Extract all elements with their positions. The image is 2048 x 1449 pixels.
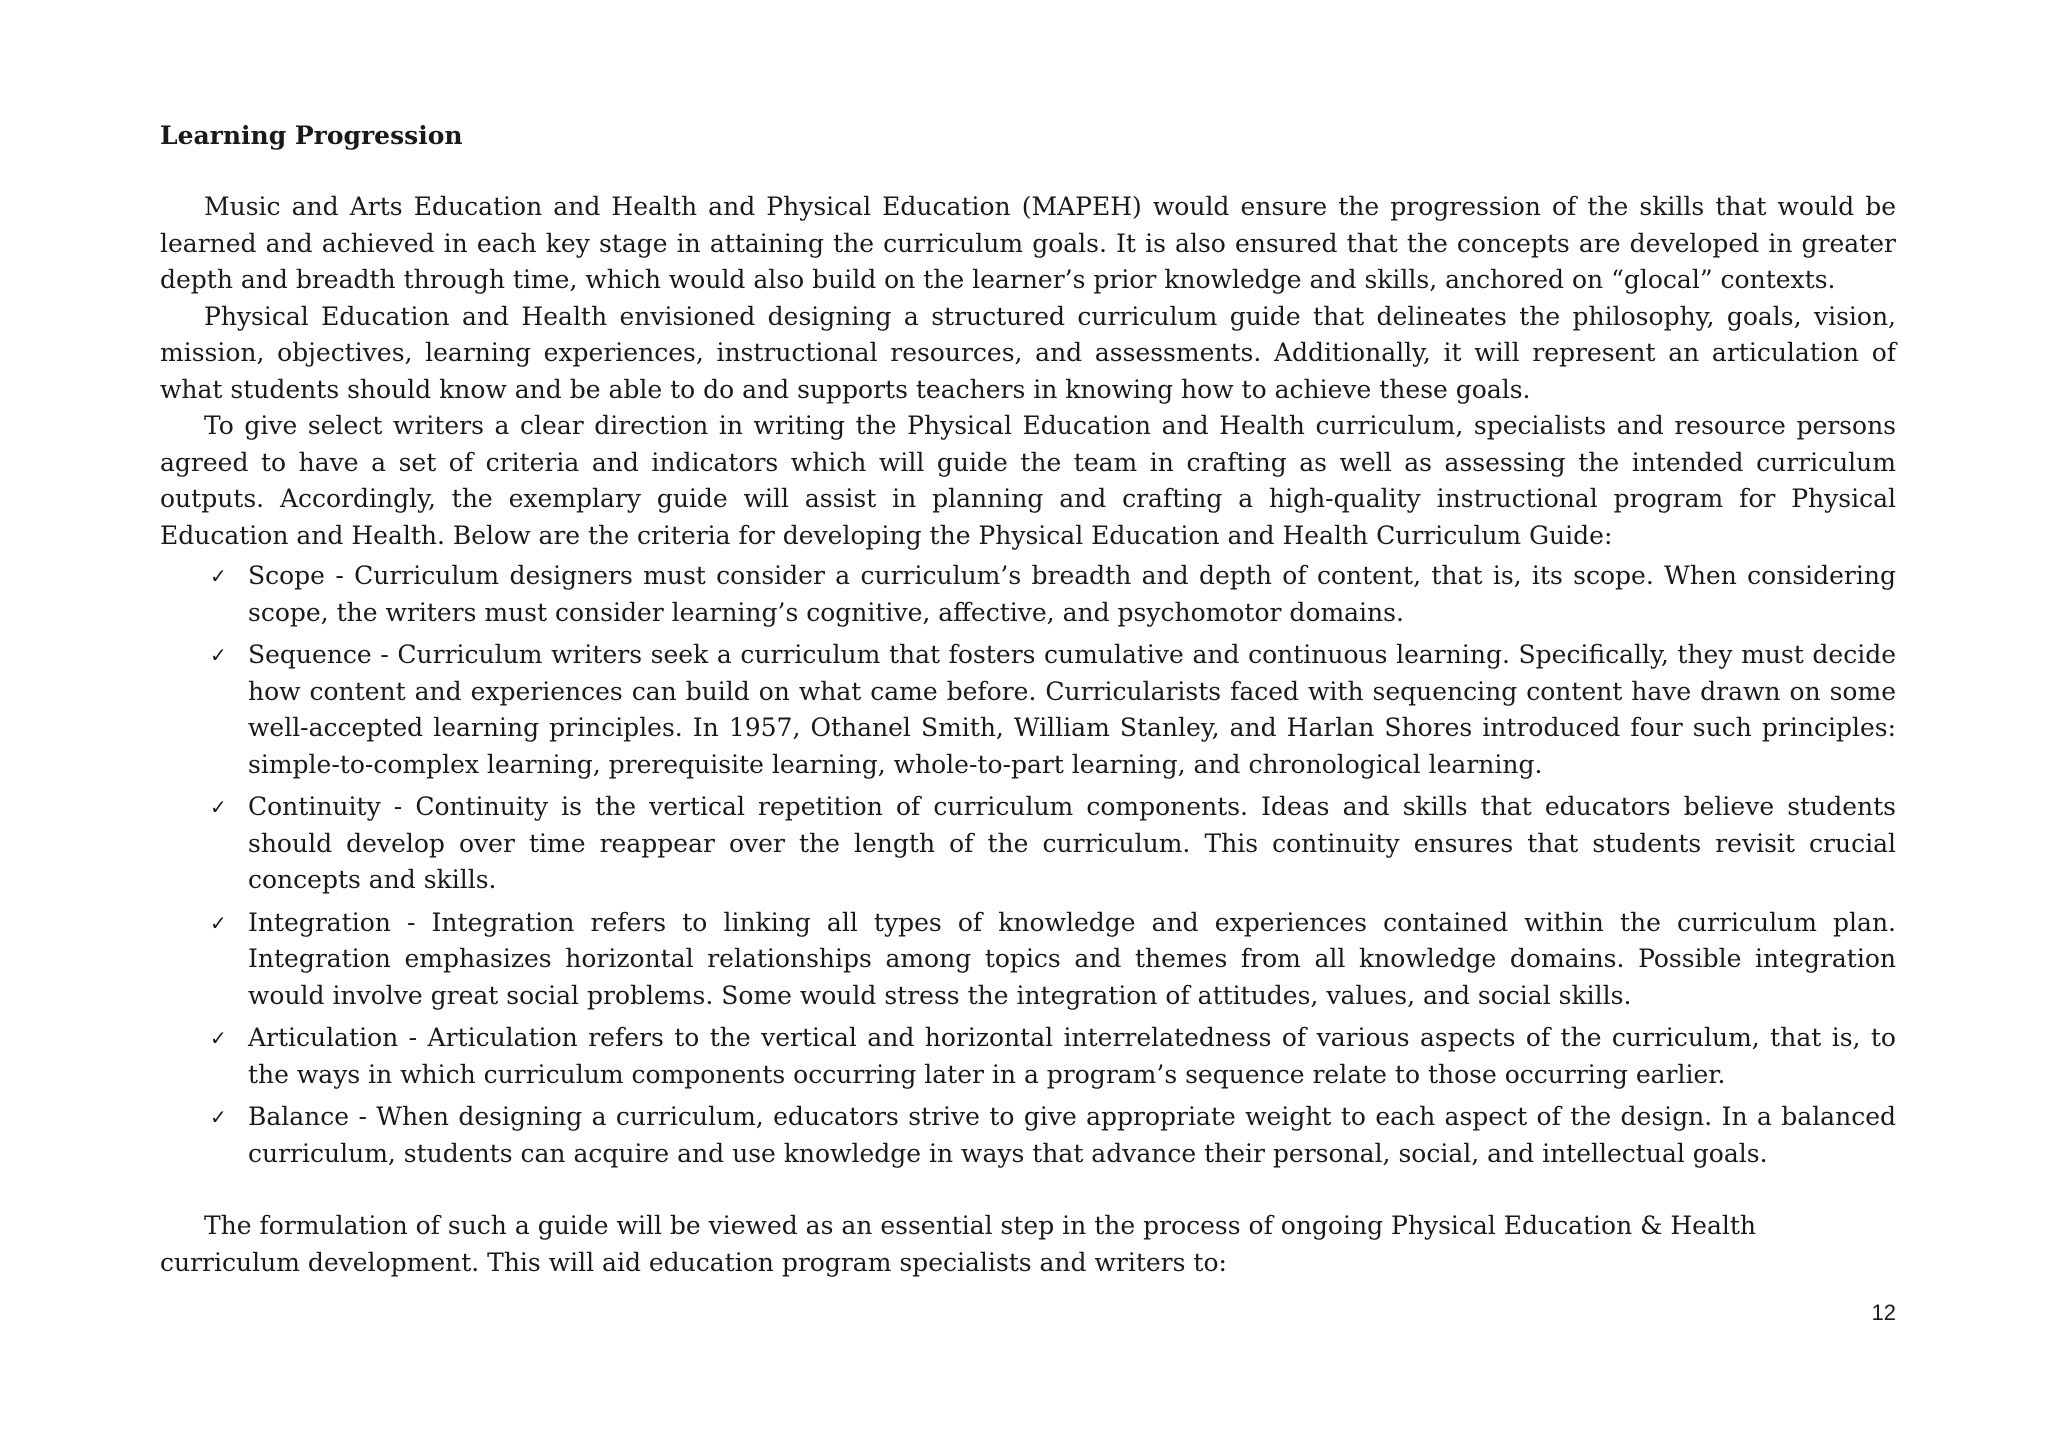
check-icon: ✓ bbox=[210, 564, 227, 588]
paragraph-curriculum-guide: Physical Education and Health envisioned designing a structured curriculum guide that delineates the philosophy, goals, vision, mission, objectives, learning experiences, instructional resources, and assessments. Additionally, it will represent an articulation of what students should know and be able to do and supports teachers in knowing how to achieve these goals. bbox=[160, 301, 1896, 404]
paragraph-criteria-intro: To give select writers a clear direction in writing the Physical Education and Health curriculum, specialists and resource persons agreed to have a set of criteria and indicators which will guide the team in crafting as well as assessing the intended curriculum outputs. Accordingly, the exemplary guide will assist in planning and crafting a high-quality instructional program for Physical Education and Health. Below are the criteria for developing the Physical Education and Health Curriculum Guide: bbox=[160, 411, 1896, 550]
criteria-item-integration bbox=[160, 905, 1896, 1015]
criteria-text: Continuity - Continuity is the vertical repetition of curriculum components. Ideas and skills that educators believe students should develop over time reappear over the length of the curriculum. This continuity ensures that students revisit crucial concepts and skills. bbox=[248, 792, 1896, 894]
check-icon: ✓ bbox=[210, 1026, 227, 1050]
page-number: 12 bbox=[1871, 1300, 1896, 1325]
paragraph-mapeh-progression: Music and Arts Education and Health and Physical Education (MAPEH) would ensure the progression of the skills that would be learned and achieved in each key stage in attaining the curriculum goals. It is also ensured that the concepts are developed in greater depth and breadth through time, which would also build on the learner’s prior knowledge and skills, anchored on “glocal” contexts. bbox=[160, 192, 1896, 294]
criteria-text: Integration - Integration refers to linking all types of knowledge and experiences contained within the curriculum plan. Integration emphasizes horizontal relationships among topics and themes from all knowledge domains. Possible integration would involve great social problems. Some would stress the integration of attitudes, values, and social skills. bbox=[248, 907, 1896, 1010]
check-icon: ✓ bbox=[210, 1105, 227, 1129]
check-icon: ✓ bbox=[210, 643, 227, 667]
criteria-text: Balance - When designing a curriculum, educators strive to give appropriate weight to each aspect of the design. In a balanced curriculum, students can acquire and use knowledge in ways that advance their personal, social, and intellectual goals. bbox=[248, 1102, 1896, 1168]
criteria-text: Articulation - Articulation refers to the vertical and horizontal interrelatedness of various aspects of the curriculum, that is, to the ways in which curriculum components occurring later in a program’s sequence relate to those occurring earlier. bbox=[248, 1023, 1896, 1089]
paragraph-closing: The formulation of such a guide will be viewed as an essential step in the process of ongoing Physical Education & Health curriculum development. This will aid education program specialists and writers to: bbox=[160, 1211, 1756, 1277]
criteria-item-continuity bbox=[160, 789, 1896, 899]
check-icon: ✓ bbox=[210, 795, 227, 819]
criteria-item-balance bbox=[160, 1099, 1896, 1172]
criteria-item-articulation bbox=[160, 1020, 1896, 1093]
section-heading: Learning Progression bbox=[160, 121, 463, 150]
criteria-text: Scope - Curriculum designers must consider a curriculum’s breadth and depth of content, that is, its scope. When considering scope, the writers must consider learning’s cognitive, affective, and psychomotor domains. bbox=[248, 561, 1896, 627]
document-page bbox=[160, 118, 1896, 1281]
criteria-item-scope bbox=[160, 558, 1896, 631]
check-icon: ✓ bbox=[210, 910, 227, 935]
criteria-text: Sequence - Curriculum writers seek a curriculum that fosters cumulative and continuous learning. Specifically, they must decide how content and experiences can build on what came before. Curricularists faced with sequencing content have drawn on some well-accepted learning principles. In 1957, Othanel Smith, William Stanley, and Harlan Shores introduced four such principles: simple-to-complex learning, prerequisite learning, whole-to-part learning, and chronological learning. bbox=[248, 640, 1896, 779]
criteria-item-sequence bbox=[160, 637, 1896, 783]
criteria-list bbox=[160, 558, 1896, 1172]
